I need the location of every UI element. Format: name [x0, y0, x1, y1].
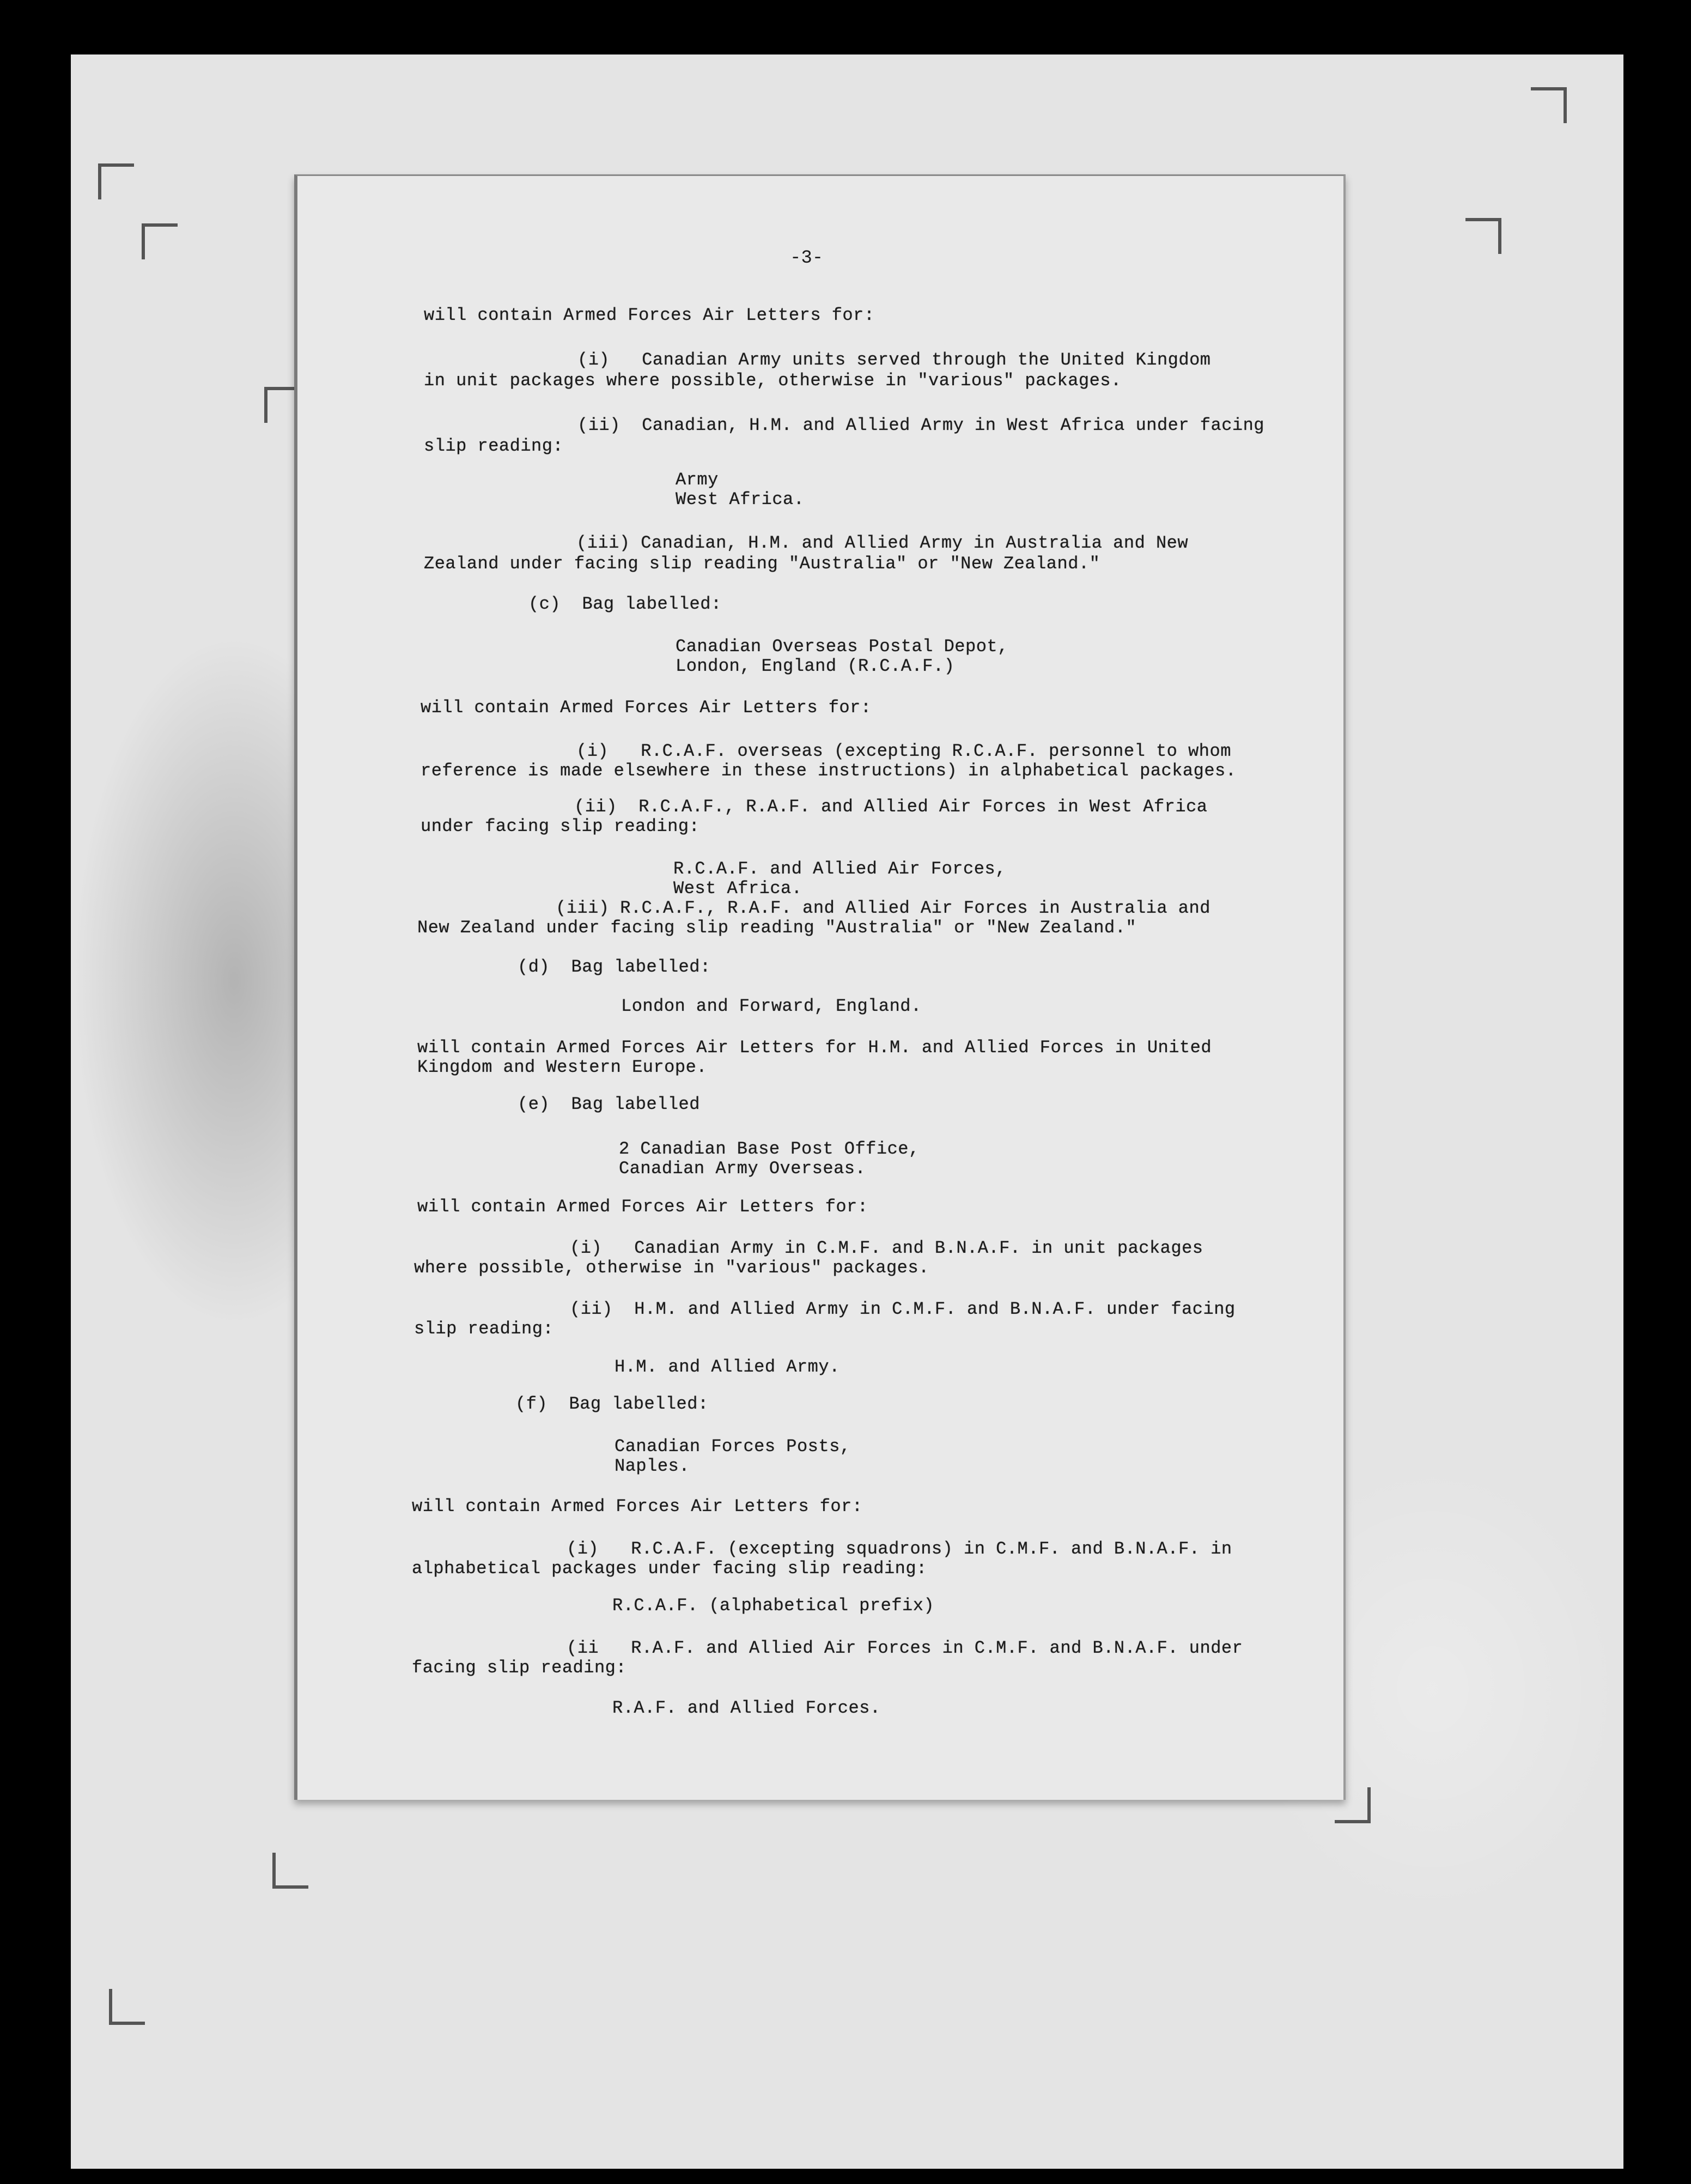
text-line: Kingdom and Western Europe. [417, 1057, 707, 1077]
page-number: -3- [790, 248, 824, 269]
text-line: in unit packages where possible, otherwise in "various" packages. [424, 371, 1122, 391]
corner-mark-top-left [98, 163, 134, 199]
corner-mark-bottom-left [109, 1989, 145, 2025]
text-line: alphabetical packages under facing slip reading: [412, 1558, 927, 1579]
text-line: (iii) Canadian, H.M. and Allied Army in Australia and New [576, 533, 1189, 553]
text-line: (i) Canadian Army in C.M.F. and B.N.A.F. in unit packages [570, 1238, 1203, 1258]
text-line: Zealand under facing slip reading "Australia" or "New Zealand." [424, 554, 1100, 574]
text-line: R.C.A.F. (alphabetical prefix) [612, 1595, 935, 1616]
text-line: will contain Armed Forces Air Letters for: [412, 1496, 863, 1516]
corner-mark-top-right-inner [1465, 218, 1501, 254]
text-line: Canadian Overseas Postal Depot, [676, 636, 1008, 657]
text-line: (i) R.C.A.F. overseas (excepting R.C.A.F. personnel to whom [576, 741, 1231, 761]
text-line: (ii) Canadian, H.M. and Allied Army in West Africa under facing [577, 415, 1264, 435]
text-line: where possible, otherwise in "various" packages. [414, 1258, 929, 1278]
text-line: R.C.A.F. and Allied Air Forces, [673, 859, 1006, 879]
text-line: (iii) R.C.A.F., R.A.F. and Allied Air Forces in Australia and [556, 898, 1211, 918]
text-line: Canadian Forces Posts, [615, 1436, 851, 1457]
text-line: will contain Armed Forces Air Letters for: [424, 305, 875, 325]
text-line: (f) Bag labelled: [515, 1394, 709, 1414]
text-line: (i) Canadian Army units served through the United Kingdom [577, 350, 1211, 370]
text-line: facing slip reading: [412, 1658, 627, 1678]
text-line: (d) Bag labelled: [518, 957, 711, 977]
text-line: London and Forward, England. [621, 996, 922, 1016]
text-line: R.A.F. and Allied Forces. [612, 1698, 881, 1718]
text-line: will contain Armed Forces Air Letters for H.M. and Allied Forces in United [417, 1038, 1212, 1058]
corner-mark-bottom-left-inner [272, 1853, 308, 1889]
text-line: (e) Bag labelled [518, 1094, 700, 1114]
text-line: reference is made elsewhere in these instructions) in alphabetical packages. [421, 761, 1237, 781]
text-line: West Africa. [673, 878, 802, 899]
text-line: Naples. [615, 1456, 690, 1476]
text-line: will contain Armed Forces Air Letters for: [421, 697, 872, 718]
text-line: (ii R.A.F. and Allied Air Forces in C.M.F. and B.N.A.F. under [567, 1638, 1243, 1658]
text-line: West Africa. [676, 489, 805, 509]
text-line: (i) R.C.A.F. (excepting squadrons) in C.M.F. and B.N.A.F. in [567, 1539, 1232, 1559]
text-line: under facing slip reading: [421, 816, 700, 836]
text-line: (ii) H.M. and Allied Army in C.M.F. and B.N.A.F. under facing [570, 1299, 1236, 1319]
text-line: will contain Armed Forces Air Letters for: [417, 1197, 868, 1217]
text-line: New Zealand under facing slip reading "Australia" or "New Zealand." [417, 918, 1137, 938]
text-line: London, England (R.C.A.F.) [676, 656, 955, 676]
corner-mark-top-left-inner [142, 223, 178, 259]
text-line: 2 Canadian Base Post Office, [619, 1139, 920, 1159]
text-line: (c) Bag labelled: [528, 594, 722, 614]
text-line: Army [676, 470, 719, 490]
corner-mark-top-right [1531, 87, 1567, 123]
text-line: slip reading: [424, 436, 564, 456]
text-line: H.M. and Allied Army. [615, 1357, 840, 1377]
text-line: (ii) R.C.A.F., R.A.F. and Allied Air Forces in West Africa [574, 797, 1208, 817]
text-line: slip reading: [414, 1319, 554, 1339]
text-line: Canadian Army Overseas. [619, 1158, 866, 1179]
